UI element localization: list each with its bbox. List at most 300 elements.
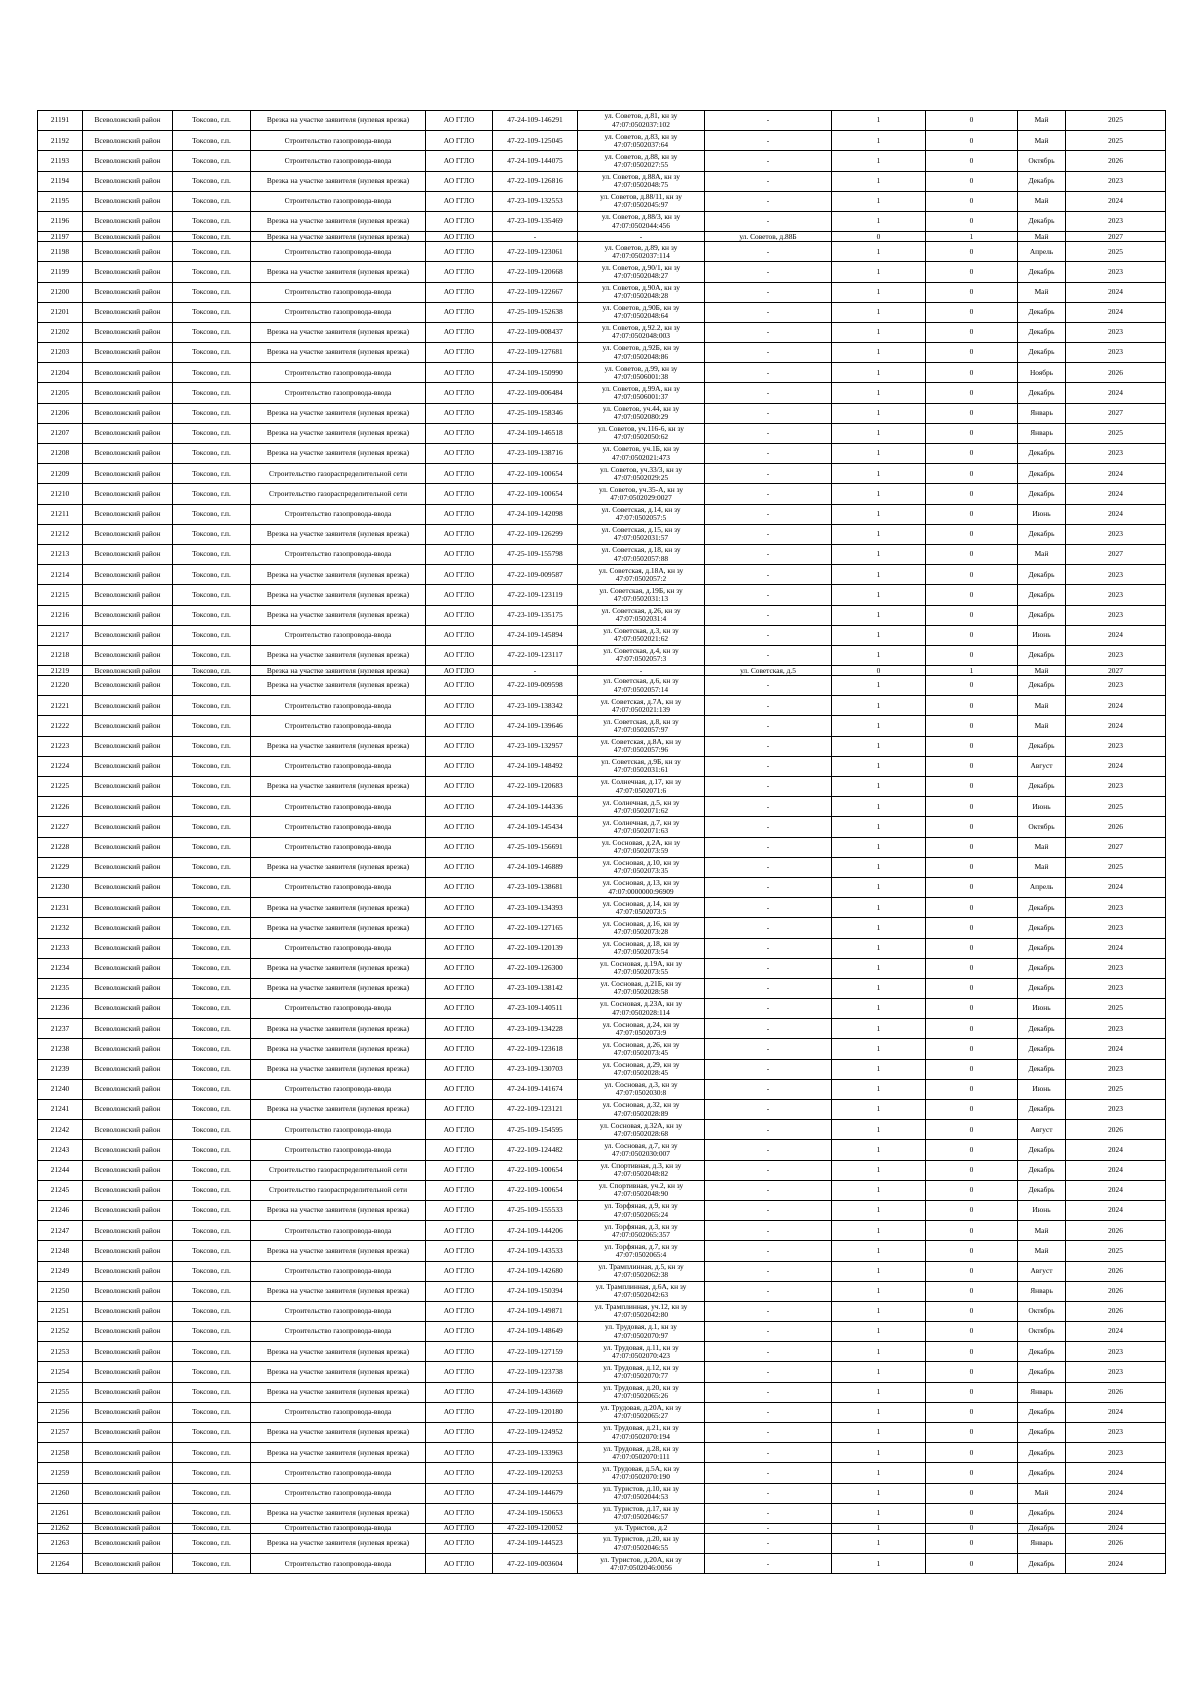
- table-row: [38, 1221, 1166, 1241]
- work-type-cell: Строительство газопровода-ввода: [251, 383, 426, 403]
- count2-cell: 0: [926, 343, 1018, 363]
- address-plain-cell: -: [705, 1160, 832, 1180]
- year-cell: 2024: [1066, 1180, 1166, 1200]
- address-plain-cell: -: [705, 1503, 832, 1523]
- count-cell: 1: [832, 756, 926, 776]
- settlement-cell: Токсово, г.п.: [173, 302, 251, 322]
- count2-cell: 0: [926, 777, 1018, 797]
- count2-cell: 0: [926, 817, 1018, 837]
- settlement-cell: Токсово, г.п.: [173, 151, 251, 171]
- address-cell: -: [578, 232, 705, 242]
- row-number: 21233: [38, 938, 83, 958]
- work-type-cell: Врезка на участке заявителя (нулевая врезка): [251, 1241, 426, 1261]
- district-cell: Всеволожский район: [83, 1322, 173, 1342]
- district-cell: Всеволожский район: [83, 191, 173, 211]
- organization-cell: АО ГГЛО: [426, 1362, 493, 1382]
- work-type-cell: Врезка на участке заявителя (нулевая врезка): [251, 343, 426, 363]
- address-cell: ул. Сосновая, д.16, кн зу 47:07:0502073:28: [578, 918, 705, 938]
- count-cell: 1: [832, 1423, 926, 1443]
- address-cell: ул. Солнечная, д.5, кн зу 47:07:0502071:62: [578, 797, 705, 817]
- settlement-cell: Токсово, г.п.: [173, 777, 251, 797]
- month-cell: Май: [1018, 282, 1066, 302]
- application-number-cell: 47-22-109-123119: [493, 585, 578, 605]
- work-type-cell: Строительство газопровода-ввода: [251, 877, 426, 897]
- address-plain-cell: -: [705, 302, 832, 322]
- year-cell: 2023: [1066, 343, 1166, 363]
- work-type-cell: Врезка на участке заявителя (нулевая врезка): [251, 171, 426, 191]
- address-plain-cell: -: [705, 1523, 832, 1533]
- table-row: [38, 938, 1166, 958]
- table-row: [38, 363, 1166, 383]
- settlement-cell: Токсово, г.п.: [173, 1140, 251, 1160]
- count-cell: 1: [832, 696, 926, 716]
- address-cell: ул. Трамплинная, д.6А, кн зу 47:07:0502042:63: [578, 1281, 705, 1301]
- application-number-cell: 47-23-109-134393: [493, 898, 578, 918]
- settlement-cell: Токсово, г.п.: [173, 1503, 251, 1523]
- organization-cell: АО ГГЛО: [426, 232, 493, 242]
- count-cell: 1: [832, 1463, 926, 1483]
- count-cell: 1: [832, 958, 926, 978]
- count2-cell: 0: [926, 1362, 1018, 1382]
- district-cell: Всеволожский район: [83, 716, 173, 736]
- organization-cell: АО ГГЛО: [426, 1019, 493, 1039]
- count-cell: 1: [832, 1503, 926, 1523]
- address-cell: ул. Трудовая, д.12, кн зу 47:07:0502070:77: [578, 1362, 705, 1382]
- year-cell: 2023: [1066, 605, 1166, 625]
- count2-cell: 0: [926, 938, 1018, 958]
- organization-cell: АО ГГЛО: [426, 666, 493, 676]
- settlement-cell: Токсово, г.п.: [173, 666, 251, 676]
- year-cell: 2024: [1066, 1463, 1166, 1483]
- application-number-cell: 47-22-109-008437: [493, 322, 578, 342]
- address-plain-cell: -: [705, 716, 832, 736]
- work-type-cell: Строительство газопровода-ввода: [251, 938, 426, 958]
- organization-cell: АО ГГЛО: [426, 938, 493, 958]
- settlement-cell: Токсово, г.п.: [173, 1079, 251, 1099]
- settlement-cell: Токсово, г.п.: [173, 131, 251, 151]
- settlement-cell: Токсово, г.п.: [173, 1463, 251, 1483]
- district-cell: Всеволожский район: [83, 504, 173, 524]
- address-plain-cell: -: [705, 837, 832, 857]
- count2-cell: 0: [926, 605, 1018, 625]
- address-plain-cell: -: [705, 736, 832, 756]
- address-plain-cell: -: [705, 383, 832, 403]
- year-cell: 2023: [1066, 645, 1166, 665]
- row-number: 21241: [38, 1100, 83, 1120]
- address-plain-cell: -: [705, 797, 832, 817]
- count-cell: 1: [832, 1322, 926, 1342]
- year-cell: 2025: [1066, 999, 1166, 1019]
- month-cell: Декабрь: [1018, 918, 1066, 938]
- year-cell: 2024: [1066, 1402, 1166, 1422]
- count-cell: 1: [832, 1523, 926, 1533]
- work-type-cell: Врезка на участке заявителя (нулевая врезка): [251, 444, 426, 464]
- month-cell: Декабрь: [1018, 322, 1066, 342]
- organization-cell: АО ГГЛО: [426, 1342, 493, 1362]
- address-plain-cell: -: [705, 1423, 832, 1443]
- settlement-cell: Токсово, г.п.: [173, 464, 251, 484]
- work-type-cell: Врезка на участке заявителя (нулевая врезка): [251, 565, 426, 585]
- row-number: 21247: [38, 1221, 83, 1241]
- organization-cell: АО ГГЛО: [426, 1261, 493, 1281]
- month-cell: Декабрь: [1018, 585, 1066, 605]
- year-cell: 2024: [1066, 383, 1166, 403]
- count2-cell: 0: [926, 736, 1018, 756]
- address-cell: ул. Трамплинная, д.5, кн зу 47:07:0502062:38: [578, 1261, 705, 1281]
- district-cell: Всеволожский район: [83, 1140, 173, 1160]
- row-number: 21215: [38, 585, 83, 605]
- organization-cell: АО ГГЛО: [426, 282, 493, 302]
- address-plain-cell: -: [705, 403, 832, 423]
- row-number: 21196: [38, 211, 83, 231]
- table-row: [38, 857, 1166, 877]
- table-row: [38, 262, 1166, 282]
- organization-cell: АО ГГЛО: [426, 464, 493, 484]
- count2-cell: 0: [926, 797, 1018, 817]
- year-cell: 2025: [1066, 1241, 1166, 1261]
- application-number-cell: 47-24-109-150990: [493, 363, 578, 383]
- count2-cell: 0: [926, 999, 1018, 1019]
- year-cell: 2026: [1066, 1281, 1166, 1301]
- year-cell: 2025: [1066, 1079, 1166, 1099]
- application-number-cell: -: [493, 232, 578, 242]
- organization-cell: АО ГГЛО: [426, 1120, 493, 1140]
- count-cell: 1: [832, 151, 926, 171]
- row-number: 21239: [38, 1059, 83, 1079]
- district-cell: Всеволожский район: [83, 1301, 173, 1321]
- year-cell: 2023: [1066, 565, 1166, 585]
- district-cell: Всеволожский район: [83, 777, 173, 797]
- month-cell: Январь: [1018, 423, 1066, 443]
- year-cell: 2023: [1066, 676, 1166, 696]
- table-row: [38, 1554, 1166, 1574]
- table-row: [38, 464, 1166, 484]
- address-cell: ул. Сосновая, д.29, кн зу 47:07:0502028:45: [578, 1059, 705, 1079]
- count2-cell: 0: [926, 1120, 1018, 1140]
- count2-cell: 0: [926, 898, 1018, 918]
- application-number-cell: 47-25-109-155798: [493, 544, 578, 564]
- row-number: 21227: [38, 817, 83, 837]
- work-type-cell: Врезка на участке заявителя (нулевая врезка): [251, 898, 426, 918]
- count-cell: 1: [832, 322, 926, 342]
- row-number: 21208: [38, 444, 83, 464]
- table-row: [38, 1503, 1166, 1523]
- organization-cell: АО ГГЛО: [426, 131, 493, 151]
- count-cell: 1: [832, 1200, 926, 1220]
- table-row: [38, 242, 1166, 262]
- settlement-cell: Токсово, г.п.: [173, 1160, 251, 1180]
- address-cell: ул. Торфяная, д.7, кн зу 47:07:0502065:4: [578, 1241, 705, 1261]
- organization-cell: АО ГГЛО: [426, 1402, 493, 1422]
- district-cell: Всеволожский район: [83, 484, 173, 504]
- year-cell: 2023: [1066, 918, 1166, 938]
- year-cell: 2025: [1066, 242, 1166, 262]
- settlement-cell: Токсово, г.п.: [173, 262, 251, 282]
- count2-cell: 0: [926, 1100, 1018, 1120]
- application-number-cell: 47-25-109-156691: [493, 837, 578, 857]
- application-number-cell: 47-23-109-138142: [493, 978, 578, 998]
- district-cell: Всеволожский район: [83, 958, 173, 978]
- address-cell: ул. Солнечная, д.7, кн зу 47:07:0502071:63: [578, 817, 705, 837]
- address-plain-cell: -: [705, 1079, 832, 1099]
- address-cell: ул. Советов, д.81, кн зу 47:07:0502037:102: [578, 111, 705, 131]
- year-cell: 2024: [1066, 1039, 1166, 1059]
- count2-cell: 0: [926, 1019, 1018, 1039]
- month-cell: Январь: [1018, 403, 1066, 423]
- count2-cell: 0: [926, 302, 1018, 322]
- work-type-cell: Строительство газопровода-ввода: [251, 191, 426, 211]
- address-cell: ул. Трудовая, д.20А, кн зу 47:07:0502065:27: [578, 1402, 705, 1422]
- row-number: 21194: [38, 171, 83, 191]
- settlement-cell: Токсово, г.п.: [173, 1402, 251, 1422]
- month-cell: Декабрь: [1018, 383, 1066, 403]
- count2-cell: 0: [926, 1200, 1018, 1220]
- month-cell: Декабрь: [1018, 1100, 1066, 1120]
- table-row: [38, 131, 1166, 151]
- table-row: [38, 877, 1166, 897]
- address-plain-cell: -: [705, 1362, 832, 1382]
- address-cell: ул. Советская, д.3, кн зу 47:07:0502021:62: [578, 625, 705, 645]
- address-plain-cell: -: [705, 282, 832, 302]
- organization-cell: АО ГГЛО: [426, 444, 493, 464]
- district-cell: Всеволожский район: [83, 625, 173, 645]
- work-type-cell: Врезка на участке заявителя (нулевая врезка): [251, 1533, 426, 1553]
- address-cell: ул. Сосновая, д.2А, кн зу 47:07:0502073:59: [578, 837, 705, 857]
- year-cell: 2026: [1066, 1533, 1166, 1553]
- count-cell: 1: [832, 383, 926, 403]
- month-cell: Декабрь: [1018, 898, 1066, 918]
- settlement-cell: Токсово, г.п.: [173, 444, 251, 464]
- month-cell: Май: [1018, 666, 1066, 676]
- organization-cell: АО ГГЛО: [426, 211, 493, 231]
- address-cell: ул. Советов, д.88А, кн зу 47:07:0502048:75: [578, 171, 705, 191]
- year-cell: 2024: [1066, 302, 1166, 322]
- application-number-cell: 47-22-109-123121: [493, 1100, 578, 1120]
- district-cell: Всеволожский район: [83, 262, 173, 282]
- district-cell: Всеволожский район: [83, 877, 173, 897]
- district-cell: Всеволожский район: [83, 1342, 173, 1362]
- month-cell: Декабрь: [1018, 958, 1066, 978]
- count-cell: 1: [832, 837, 926, 857]
- year-cell: 2023: [1066, 524, 1166, 544]
- address-cell: ул. Туристов, д.2: [578, 1523, 705, 1533]
- count2-cell: 0: [926, 242, 1018, 262]
- work-type-cell: Врезка на участке заявителя (нулевая врезка): [251, 1059, 426, 1079]
- count-cell: 1: [832, 645, 926, 665]
- address-plain-cell: -: [705, 242, 832, 262]
- district-cell: Всеволожский район: [83, 131, 173, 151]
- address-plain-cell: -: [705, 938, 832, 958]
- count-cell: 1: [832, 736, 926, 756]
- work-type-cell: Строительство газораспределительной сети: [251, 1160, 426, 1180]
- row-number: 21192: [38, 131, 83, 151]
- table-row: [38, 1261, 1166, 1281]
- work-type-cell: Строительство газопровода-ввода: [251, 756, 426, 776]
- row-number: 21195: [38, 191, 83, 211]
- application-number-cell: -: [493, 666, 578, 676]
- table-row: [38, 524, 1166, 544]
- count-cell: 1: [832, 716, 926, 736]
- application-number-cell: 47-24-109-150394: [493, 1281, 578, 1301]
- application-number-cell: 47-22-109-120253: [493, 1463, 578, 1483]
- settlement-cell: Токсово, г.п.: [173, 524, 251, 544]
- table-row: [38, 423, 1166, 443]
- table-row: [38, 1241, 1166, 1261]
- row-number: 21232: [38, 918, 83, 938]
- organization-cell: АО ГГЛО: [426, 1382, 493, 1402]
- organization-cell: АО ГГЛО: [426, 302, 493, 322]
- row-number: 21222: [38, 716, 83, 736]
- application-number-cell: 47-24-109-144075: [493, 151, 578, 171]
- count-cell: 1: [832, 1241, 926, 1261]
- address-plain-cell: -: [705, 1140, 832, 1160]
- application-number-cell: 47-23-109-132957: [493, 736, 578, 756]
- application-number-cell: 47-23-109-135175: [493, 605, 578, 625]
- organization-cell: АО ГГЛО: [426, 191, 493, 211]
- work-type-cell: Врезка на участке заявителя (нулевая врезка): [251, 958, 426, 978]
- address-cell: ул. Туристов, д.20А, кн зу 47:07:0502046:0056: [578, 1554, 705, 1574]
- work-type-cell: Строительство газопровода-ввода: [251, 131, 426, 151]
- address-cell: ул. Спортивная, д.3, кн зу 47:07:0502048:82: [578, 1160, 705, 1180]
- count2-cell: 0: [926, 1342, 1018, 1362]
- application-number-cell: 47-24-109-142098: [493, 504, 578, 524]
- count-cell: 1: [832, 605, 926, 625]
- count2-cell: 0: [926, 1281, 1018, 1301]
- month-cell: Декабрь: [1018, 1342, 1066, 1362]
- row-number: 21229: [38, 857, 83, 877]
- table-row: [38, 999, 1166, 1019]
- table-row: [38, 756, 1166, 776]
- application-number-cell: 47-24-109-144679: [493, 1483, 578, 1503]
- address-cell: ул. Советов, д.90/1, кн зу 47:07:0502048:27: [578, 262, 705, 282]
- settlement-cell: Токсово, г.п.: [173, 1200, 251, 1220]
- month-cell: Декабрь: [1018, 1443, 1066, 1463]
- application-number-cell: 47-22-109-127681: [493, 343, 578, 363]
- address-plain-cell: -: [705, 111, 832, 131]
- year-cell: 2024: [1066, 1160, 1166, 1180]
- address-plain-cell: -: [705, 1120, 832, 1140]
- table-row: [38, 666, 1166, 676]
- year-cell: 2023: [1066, 1362, 1166, 1382]
- settlement-cell: Токсово, г.п.: [173, 1301, 251, 1321]
- work-type-cell: Врезка на участке заявителя (нулевая врезка): [251, 1200, 426, 1220]
- year-cell: 2023: [1066, 585, 1166, 605]
- organization-cell: АО ГГЛО: [426, 383, 493, 403]
- count-cell: 1: [832, 191, 926, 211]
- table-row: [38, 383, 1166, 403]
- address-plain-cell: -: [705, 1402, 832, 1422]
- district-cell: Всеволожский район: [83, 1100, 173, 1120]
- settlement-cell: Токсово, г.п.: [173, 1483, 251, 1503]
- address-plain-cell: -: [705, 504, 832, 524]
- count2-cell: 0: [926, 1443, 1018, 1463]
- address-cell: ул. Сосновая, д.14, кн зу 47:07:0502073:5: [578, 898, 705, 918]
- count-cell: 1: [832, 565, 926, 585]
- table-row: [38, 696, 1166, 716]
- organization-cell: АО ГГЛО: [426, 322, 493, 342]
- month-cell: Январь: [1018, 1281, 1066, 1301]
- organization-cell: АО ГГЛО: [426, 171, 493, 191]
- month-cell: Май: [1018, 837, 1066, 857]
- address-plain-cell: -: [705, 544, 832, 564]
- count-cell: 1: [832, 676, 926, 696]
- settlement-cell: Токсово, г.п.: [173, 999, 251, 1019]
- count-cell: 1: [832, 262, 926, 282]
- work-type-cell: Строительство газопровода-ввода: [251, 999, 426, 1019]
- work-type-cell: Строительство газораспределительной сети: [251, 484, 426, 504]
- address-plain-cell: -: [705, 1533, 832, 1553]
- application-number-cell: 47-22-109-100654: [493, 464, 578, 484]
- organization-cell: АО ГГЛО: [426, 504, 493, 524]
- row-number: 21244: [38, 1160, 83, 1180]
- organization-cell: АО ГГЛО: [426, 696, 493, 716]
- year-cell: 2025: [1066, 857, 1166, 877]
- count-cell: 1: [832, 464, 926, 484]
- settlement-cell: Токсово, г.п.: [173, 1100, 251, 1120]
- month-cell: Октябрь: [1018, 1322, 1066, 1342]
- month-cell: Декабрь: [1018, 736, 1066, 756]
- settlement-cell: Токсово, г.п.: [173, 817, 251, 837]
- district-cell: Всеволожский район: [83, 1554, 173, 1574]
- work-type-cell: Строительство газопровода-ввода: [251, 1554, 426, 1574]
- address-cell: ул. Советов, д.92Б, кн зу 47:07:0502048:86: [578, 343, 705, 363]
- count2-cell: 0: [926, 423, 1018, 443]
- month-cell: Июнь: [1018, 625, 1066, 645]
- row-number: 21236: [38, 999, 83, 1019]
- district-cell: Всеволожский район: [83, 736, 173, 756]
- address-cell: ул. Сосновая, д.24, кн зу 47:07:0502073:9: [578, 1019, 705, 1039]
- address-plain-cell: -: [705, 877, 832, 897]
- organization-cell: АО ГГЛО: [426, 242, 493, 262]
- settlement-cell: Токсово, г.п.: [173, 1180, 251, 1200]
- application-number-cell: 47-23-109-138681: [493, 877, 578, 897]
- count-cell: 1: [832, 242, 926, 262]
- count2-cell: 0: [926, 716, 1018, 736]
- year-cell: 2023: [1066, 444, 1166, 464]
- count2-cell: 0: [926, 837, 1018, 857]
- count2-cell: 0: [926, 1533, 1018, 1553]
- count-cell: 1: [832, 938, 926, 958]
- count-cell: 1: [832, 1019, 926, 1039]
- application-number-cell: 47-23-109-140511: [493, 999, 578, 1019]
- table-row: [38, 1039, 1166, 1059]
- count2-cell: 0: [926, 383, 1018, 403]
- organization-cell: АО ГГЛО: [426, 1533, 493, 1553]
- count2-cell: 1: [926, 232, 1018, 242]
- table-row: [38, 1059, 1166, 1079]
- row-number: 21264: [38, 1554, 83, 1574]
- district-cell: Всеволожский район: [83, 666, 173, 676]
- address-cell: ул. Трудовая, д.11, кн зу 47:07:0502070:423: [578, 1342, 705, 1362]
- row-number: 21197: [38, 232, 83, 242]
- address-plain-cell: -: [705, 262, 832, 282]
- organization-cell: АО ГГЛО: [426, 343, 493, 363]
- settlement-cell: Токсово, г.п.: [173, 211, 251, 231]
- district-cell: Всеволожский район: [83, 524, 173, 544]
- organization-cell: АО ГГЛО: [426, 151, 493, 171]
- address-plain-cell: -: [705, 171, 832, 191]
- district-cell: Всеволожский район: [83, 363, 173, 383]
- work-type-cell: Строительство газораспределительной сети: [251, 1180, 426, 1200]
- address-plain-cell: -: [705, 484, 832, 504]
- settlement-cell: Токсово, г.п.: [173, 645, 251, 665]
- settlement-cell: Токсово, г.п.: [173, 111, 251, 131]
- count-cell: 1: [832, 1301, 926, 1321]
- settlement-cell: Токсово, г.п.: [173, 1362, 251, 1382]
- count2-cell: 0: [926, 171, 1018, 191]
- settlement-cell: Токсово, г.п.: [173, 877, 251, 897]
- table-row: [38, 1423, 1166, 1443]
